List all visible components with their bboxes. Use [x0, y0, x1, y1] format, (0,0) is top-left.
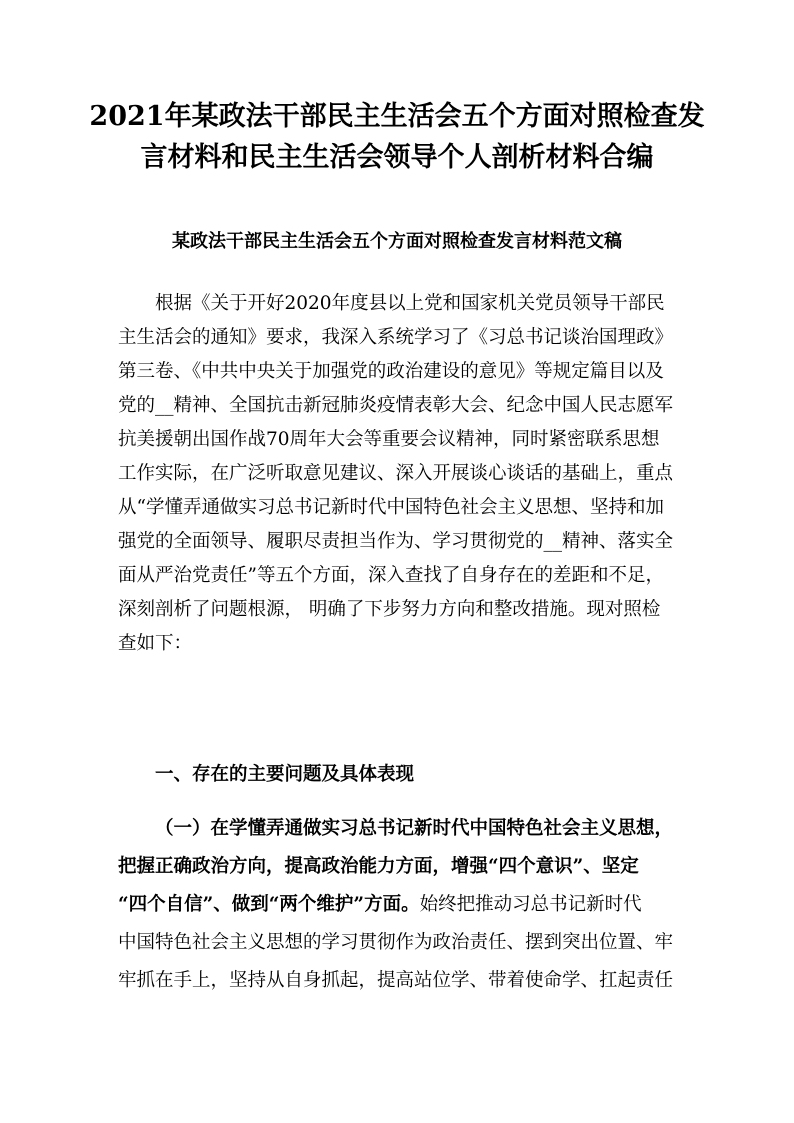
document-title-line-2: 言材料和民主生活会领导个人剖析材料合编 — [140, 142, 654, 173]
bold-run: “四个自信”、做到“两个维护”方面。 — [118, 894, 420, 915]
paragraph-line-bold: 把握正确政治方向，提高政治能力方面，增强“四个意识”、坚定 — [118, 856, 639, 877]
paragraph-line: 根据《关于开好2020年度县以上党和国家机关党员领导干部民 — [155, 293, 665, 314]
document-subtitle: 某政法干部民主生活会五个方面对照检查发言材料范文稿 — [172, 231, 622, 252]
paragraph-line: 抗美援朝出国作战70周年大会等重要会议精神，同时紧密联系思想 — [118, 429, 660, 450]
paragraph-line: 牢抓在手上，坚持从自身抓起，提高站位学、带着使命学、扛起责任 — [118, 970, 674, 991]
paragraph-line: 主生活会的通知》要求，我深入系统学习了《习总书记谈治国理政》 — [118, 327, 674, 348]
document-title-line-1: 2021年某政法干部民主生活会五个方面对照检查发 — [89, 101, 705, 132]
paragraph-line: 深刻剖析了问题根源， 明确了下步努力方向和整改措施。现对照检 — [118, 599, 661, 620]
paragraph-line-mixed — [118, 886, 700, 924]
paragraph-line: 面从严治党责任”等五个方面，深入查找了自身存在的差距和不足， — [118, 565, 664, 586]
paragraph-line: 中国特色社会主义思想的学习贯彻作为政治责任、摆到突出位置、牢 — [118, 932, 674, 953]
paragraph-line: 党的__精神、全国抗击新冠肺炎疫情表彰大会、纪念中国人民志愿军 — [118, 395, 674, 416]
document-title — [0, 96, 794, 178]
paragraph-line-bold: （一）在学懂弄通做实习总书记新时代中国特色社会主义思想， — [155, 818, 674, 839]
intro-paragraph — [118, 287, 700, 661]
paragraph-line: 查如下： — [118, 633, 193, 654]
issue-paragraph — [118, 810, 700, 1000]
paragraph-line: 强党的全面领导、履职尽责担当作为、学习贯彻党的__精神、落实全 — [118, 531, 674, 552]
paragraph-line: 从“学懂弄通做实习总书记新时代中国特色社会主义思想、坚持和加 — [118, 497, 664, 518]
paragraph-line: 第三卷、《中共中央关于加强党的政治建设的意见》等规定篇目以及 — [118, 361, 664, 382]
section-heading: 一、存在的主要问题及具体表现 — [155, 764, 415, 785]
plain-run: 始终把推动习总书记新时代 — [419, 894, 642, 915]
paragraph-line: 工作实际，在广泛听取意见建议、深入开展谈心谈话的基础上，重点 — [118, 463, 674, 484]
